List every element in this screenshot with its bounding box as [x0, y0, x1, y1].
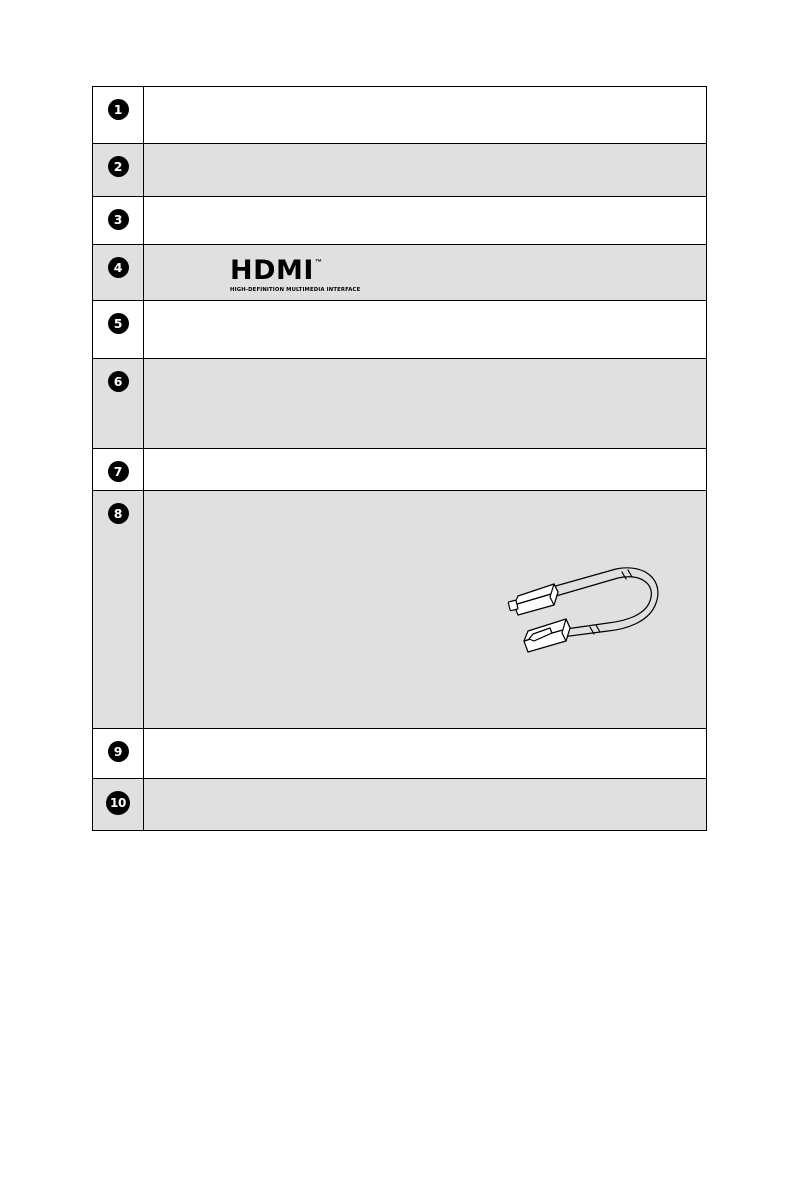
- table-row: [93, 359, 707, 449]
- callout-number-10: 10: [106, 791, 130, 815]
- row-description-cell: [144, 449, 707, 491]
- callout-number-5: 5: [108, 313, 129, 334]
- table-row: [93, 449, 707, 491]
- row-description-text: [144, 197, 706, 217]
- row-description-cell: [144, 301, 707, 359]
- table-row: [93, 245, 707, 301]
- hdmi-wordmark: HDMI: [230, 255, 314, 286]
- callout-number-1: 1: [108, 99, 129, 120]
- row-description-cell: [144, 359, 707, 449]
- row-description-text: [144, 301, 706, 321]
- hdmi-tagline: HIGH-DEFINITION MULTIMEDIA INTERFACE: [230, 287, 361, 293]
- row-description-text: [144, 491, 706, 511]
- table-row: [93, 87, 707, 144]
- table-row: [93, 729, 707, 779]
- row-number-cell: [93, 491, 144, 729]
- callout-number-6: 6: [108, 371, 129, 392]
- row-number-cell: [93, 779, 144, 831]
- row-description-cell: [144, 87, 707, 144]
- row-description-text: [144, 87, 706, 107]
- callout-number-3: 3: [108, 209, 129, 230]
- row-description-cell: [144, 779, 707, 831]
- legend-table: [92, 86, 707, 831]
- table-row: [93, 491, 707, 729]
- row-description-text: [144, 779, 706, 799]
- row-description-cell: [144, 491, 707, 729]
- row-description-cell: [144, 197, 707, 245]
- row-description-text: [144, 245, 706, 265]
- row-number-cell: [93, 301, 144, 359]
- callout-number-2: 2: [108, 156, 129, 177]
- row-description-text: [144, 729, 706, 749]
- row-number-cell: [93, 87, 144, 144]
- callout-number-7: 7: [108, 461, 129, 482]
- row-description-text: [144, 359, 706, 379]
- hdmi-trademark-symbol: ™: [314, 258, 322, 266]
- callout-number-9: 9: [108, 741, 129, 762]
- row-number-cell: [93, 144, 144, 197]
- table-row: [93, 144, 707, 197]
- row-number-cell: [93, 359, 144, 449]
- usb-cable-illustration-icon: [496, 539, 696, 669]
- row-number-cell: [93, 729, 144, 779]
- row-number-cell: [93, 449, 144, 491]
- row-description-cell: [144, 144, 707, 197]
- row-description-cell: [144, 729, 707, 779]
- row-description-cell: [144, 245, 707, 301]
- row-number-cell: [93, 245, 144, 301]
- table-row: [93, 301, 707, 359]
- row-description-text: [144, 449, 706, 469]
- callout-number-4: 4: [108, 257, 129, 278]
- callout-number-8: 8: [108, 503, 129, 524]
- table-row: [93, 197, 707, 245]
- row-number-cell: [93, 197, 144, 245]
- row-description-text: [144, 144, 706, 164]
- table-row: [93, 779, 707, 831]
- hdmi-logo-icon: [230, 257, 360, 293]
